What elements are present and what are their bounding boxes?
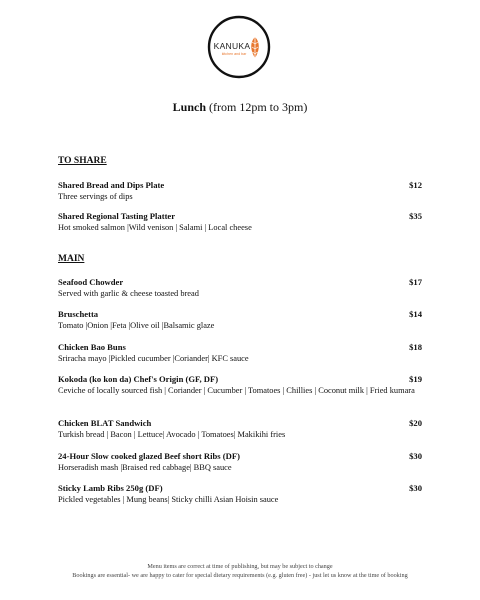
kanuka-logo bbox=[206, 14, 272, 80]
item-price: $35 bbox=[409, 211, 422, 221]
item-description: Ceviche of locally sourced fish | Coriander | Cucumber | Tomatoes | Chillies | Coconut milk | Fried kumara bbox=[58, 386, 415, 395]
menu-item bbox=[58, 374, 422, 396]
menu-item bbox=[58, 451, 422, 473]
item-price: $30 bbox=[409, 483, 422, 493]
logo-tagline: kitchen and bar bbox=[221, 52, 247, 56]
item-price: $19 bbox=[409, 374, 422, 384]
item-name: Kokoda (ko kon da) Chef's Origin (GF, DF) bbox=[58, 374, 219, 384]
page-title bbox=[0, 100, 480, 115]
menu-item bbox=[58, 483, 422, 505]
item-price: $30 bbox=[409, 451, 422, 461]
menu-item bbox=[58, 342, 422, 364]
item-price: $17 bbox=[409, 277, 422, 287]
page-title-bold: Lunch bbox=[172, 100, 207, 114]
item-description: Sriracha mayo |Pickled cucumber |Coriander| KFC sauce bbox=[58, 354, 249, 363]
item-name: Shared Bread and Dips Plate bbox=[58, 180, 165, 190]
item-name: Shared Regional Tasting Platter bbox=[58, 211, 176, 221]
item-description: Turkish bread | Bacon | Lettuce| Avocado | Tomatoes| Makikihi fries bbox=[58, 430, 286, 439]
footer-disclaimer: Menu items are correct at time of publishing, but may be subject to change bbox=[147, 563, 333, 570]
menu-item bbox=[58, 211, 422, 233]
item-description: Horseradish mash |Braised red cabbage| BBQ sauce bbox=[58, 463, 232, 472]
item-name: Sticky Lamb Ribs 250g (DF) bbox=[58, 483, 163, 493]
item-name: Seafood Chowder bbox=[58, 277, 124, 287]
footer-note bbox=[40, 562, 440, 580]
section-heading-main: MAIN bbox=[58, 254, 85, 264]
item-description: Tomato |Onion |Feta |Olive oil |Balsamic glaze bbox=[58, 321, 215, 330]
section-heading-to-share: TO SHARE bbox=[58, 156, 107, 166]
item-name: 24-Hour Slow cooked glazed Beef short Ribs (DF) bbox=[58, 451, 240, 461]
item-name: Chicken Bao Buns bbox=[58, 342, 126, 352]
menu-item bbox=[58, 418, 422, 440]
item-name: Bruschetta bbox=[58, 309, 99, 319]
item-price: $14 bbox=[409, 309, 422, 319]
item-price: $18 bbox=[409, 342, 422, 352]
logo-name: KANUKA bbox=[213, 41, 251, 51]
menu-item bbox=[58, 309, 422, 331]
menu-item bbox=[58, 277, 422, 299]
leaf-icon bbox=[251, 37, 259, 60]
item-description: Pickled vegetables | Mung beans| Sticky chilli Asian Hoisin sauce bbox=[58, 495, 279, 504]
logo-graphic bbox=[206, 14, 272, 80]
item-name: Chicken BLAT Sandwich bbox=[58, 418, 152, 428]
item-description: Served with garlic & cheese toasted bread bbox=[58, 289, 199, 298]
item-price: $20 bbox=[409, 418, 422, 428]
item-description: Hot smoked salmon |Wild venison | Salami | Local cheese bbox=[58, 223, 252, 232]
item-price: $12 bbox=[409, 180, 422, 190]
item-description: Three servings of dips bbox=[58, 192, 133, 201]
page-title-hours: (from 12pm to 3pm) bbox=[206, 100, 308, 114]
footer-booking-note: Bookings are essential- we are happy to cater for special dietary requirements (e.g. gluten free) - just let us know at the time of booking bbox=[72, 572, 408, 579]
menu-item bbox=[58, 180, 422, 202]
